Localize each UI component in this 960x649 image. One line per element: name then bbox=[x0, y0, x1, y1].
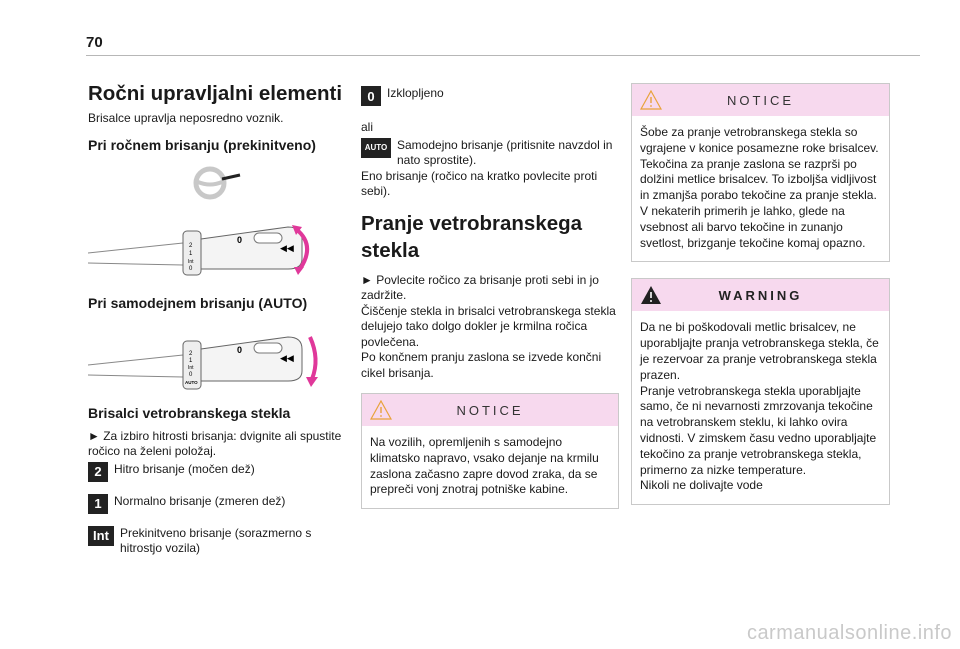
auto-stalk-pos-2: 2 bbox=[189, 350, 193, 357]
notice-box-right bbox=[631, 83, 890, 262]
auto-stalk-figure bbox=[88, 323, 328, 391]
intro-text: Brisalce upravlja neposredno voznik. bbox=[88, 111, 284, 125]
stalk-pos-2: 2 bbox=[189, 242, 193, 249]
page-number: 70 bbox=[86, 34, 103, 51]
ring-0-label: 0 bbox=[237, 234, 243, 245]
manual-stalk-figure bbox=[88, 209, 328, 279]
watermark: carmanualsonline.info bbox=[746, 622, 952, 644]
key-row-auto bbox=[361, 138, 619, 169]
warning-triangle-icon bbox=[640, 285, 662, 305]
key-auto-text: Samodejno brisanje (pritisnite navzdol in nato sprostite). bbox=[397, 137, 613, 167]
header-rule bbox=[86, 55, 920, 56]
steering-wheel-figure bbox=[88, 165, 328, 205]
key-0-text: Izklopljeno bbox=[387, 86, 444, 100]
key-2-badge: 2 bbox=[88, 462, 108, 482]
steering-wheel-icon bbox=[88, 165, 328, 205]
wash-text: ► Povlecite ročico za brisanje proti sebi in jo zadržite. Čiščenje stekla in brisalci vetrobranskega stekla delujejo tako dolgo dokler je krmilna ročica povlečena. Po končnem pranju zaslona se izvede končni cikel brisanja. bbox=[361, 272, 616, 380]
stalk-pos-1: 1 bbox=[189, 250, 193, 257]
key-auto-badge: AUTO bbox=[361, 138, 391, 158]
rear-wiper-heading: Brisalci vetrobranskega stekla bbox=[88, 404, 291, 421]
key-row-int bbox=[88, 526, 348, 557]
notice-header bbox=[362, 394, 618, 426]
key-1-badge: 1 bbox=[88, 494, 108, 514]
wash-title: Pranje vetrobranskega stekla bbox=[361, 211, 583, 262]
notice-box-middle bbox=[361, 393, 619, 509]
column-right bbox=[631, 75, 890, 505]
key-0-badge: 0 bbox=[361, 86, 381, 106]
auto-ring-0-label: 0 bbox=[237, 344, 243, 355]
notice-triangle-icon bbox=[370, 400, 392, 420]
auto-stalk-pos-1: 1 bbox=[189, 357, 193, 364]
auto-stalk-pos-auto: AUTO bbox=[185, 379, 198, 385]
svg-text:◀◀: ◀◀ bbox=[280, 242, 294, 253]
section-title: Ročni upravljalni elementi bbox=[88, 82, 343, 105]
column-middle bbox=[361, 86, 619, 509]
notice-header-right bbox=[632, 84, 889, 116]
ali-text: ali bbox=[361, 120, 374, 134]
key-row-0 bbox=[361, 86, 619, 106]
notice-triangle-icon bbox=[640, 90, 662, 110]
stalk-pos-0: 0 bbox=[189, 265, 193, 272]
warning-label: WARNING bbox=[718, 287, 803, 303]
key-int-badge: Int bbox=[88, 526, 114, 546]
notice-body: Na vozilih, opremljenih s samodejno klimatsko napravo, vsako dejanje na krmilu zaslona začasno zapre dovod zraka, da se prepreči vonj znotraj potniške kabine. bbox=[370, 435, 599, 497]
wiper-stalk-icon bbox=[88, 209, 328, 279]
auto-stalk-pos-int: Int bbox=[188, 364, 194, 371]
key-row-2 bbox=[88, 462, 348, 482]
notice-body-right: Šobe za pranje vetrobranskega stekla so vgrajene v konice posamezne roke brisalcev. Tekočina za pranje zaslona se razprši po dolžini metlice brisalcev. To izboljša vidljivost in zmanjša porabo tekočine za pranje stekla. V nekaterih primerih je lahko, glede na vsebnost ali barvo tekočine in zunanjo svetlost, brizganje tekočine komaj opazno. bbox=[640, 125, 879, 250]
speed-select-text: ► Za izbiro hitrosti brisanja: dvignite ali spustite ročico na želeni položaj. bbox=[88, 428, 342, 458]
key-1-text: Normalno brisanje (zmeren dež) bbox=[114, 493, 286, 508]
single-wipe-text: Eno brisanje (ročico na kratko povlecite proti sebi). bbox=[361, 168, 598, 198]
key-2-text: Hitro brisanje (močen dež) bbox=[114, 461, 255, 476]
key-int-text: Prekinitveno brisanje (sorazmerno s hitrostjo vozila) bbox=[120, 525, 312, 555]
auto-stalk-pos-0: 0 bbox=[189, 371, 193, 378]
manual-wipe-heading: Pri ročnem brisanju (prekinitveno) bbox=[88, 136, 316, 153]
wiper-stalk-auto-icon bbox=[88, 323, 328, 391]
warning-header bbox=[632, 279, 889, 311]
stalk-pos-int: Int bbox=[188, 258, 194, 265]
warning-body: Da ne bi poškodovali metlic brisalcev, ne uporabljajte pranja vetrobranskega stekla, če je rezervoar za pranje vetrobranskega stekla prazen. Pranje vetrobranskega stekla uporabljajte samo, če ni nevarnosti zmrzovanja tekočine na vetrobranskem steklu, ki lahko ovira vidnosti. V zimskem času vedno uporabljajte tekočino za pranje vetrobranskega stekla, primerno za nizke temperature. Nikoli ne dolivajte vode bbox=[640, 320, 879, 493]
notice-label-right: NOTICE bbox=[726, 92, 795, 108]
column-left bbox=[88, 82, 348, 557]
notice-label: NOTICE bbox=[456, 402, 524, 418]
warning-box bbox=[631, 278, 890, 505]
key-row-1 bbox=[88, 494, 348, 514]
auto-wipe-heading: Pri samodejnem brisanju (AUTO) bbox=[88, 294, 308, 311]
svg-text:◀◀: ◀◀ bbox=[280, 352, 294, 363]
